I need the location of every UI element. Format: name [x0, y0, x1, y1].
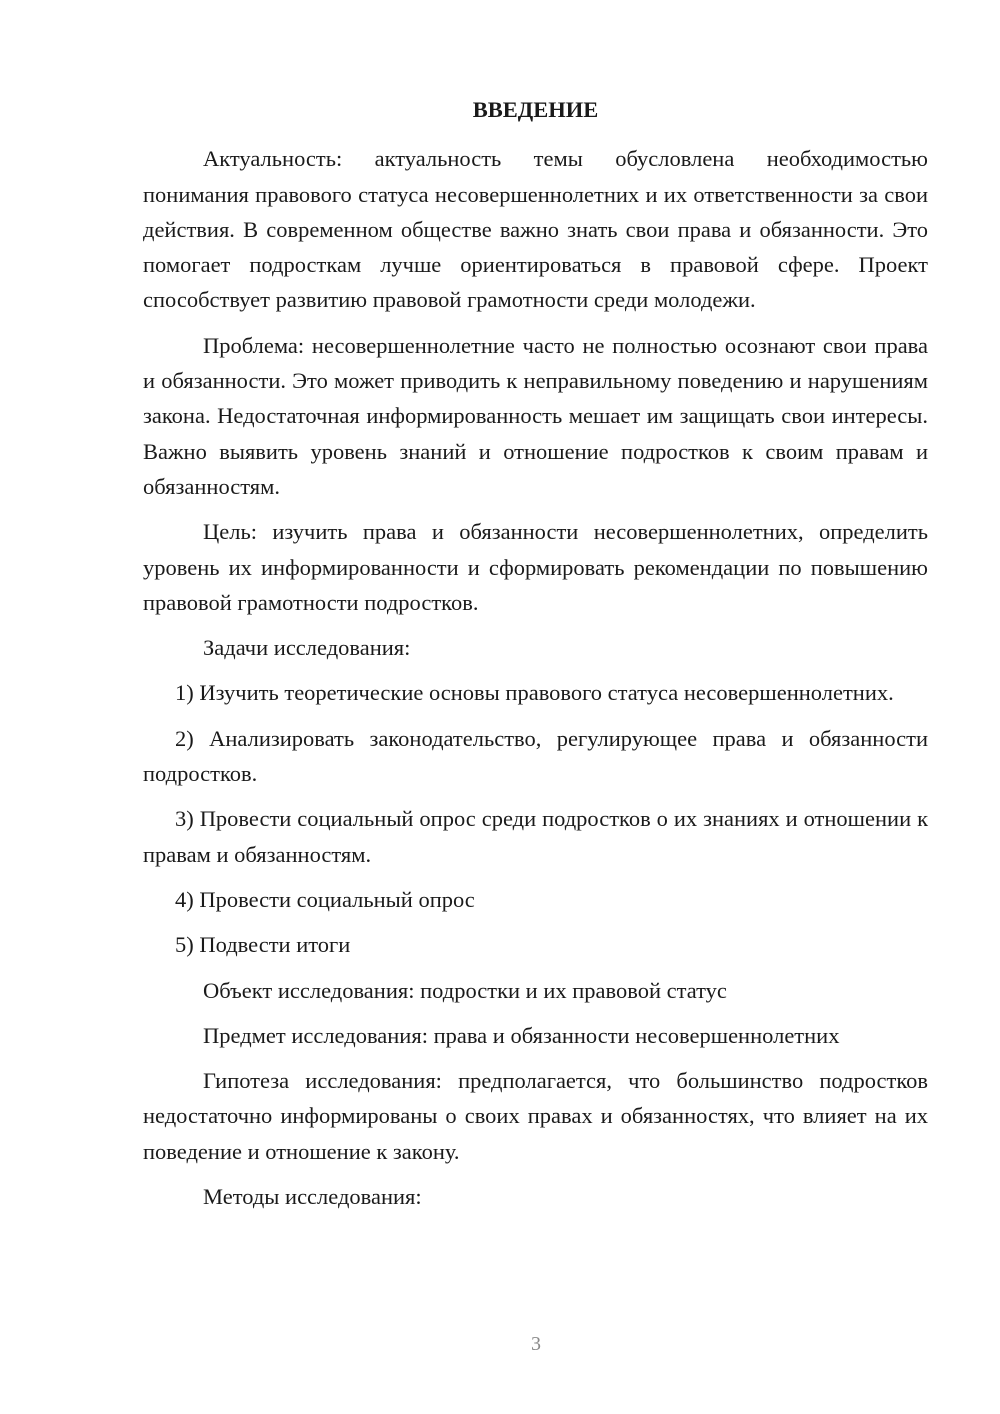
relevance-paragraph: Актуальность: актуальность темы обусловлена необходимостью понимания правового статуса несовершеннолетних и их ответственности за свои действия. В современном обществе важно знать свои права и обязанности. Это помогает подросткам лучше ориентироваться в правовой сфере. Проект способствует развитию правовой грамотности среди молодежи. [143, 146, 928, 313]
object-paragraph: Объект исследования: подростки и их правовой статус [203, 977, 727, 1003]
section-title: ВВЕДЕНИЕ [472, 97, 599, 122]
document-body [143, 92, 928, 1224]
goal-paragraph: Цель: изучить права и обязанности несовершеннолетних, определить уровень их информированности и сформировать рекомендации по повышению правовой грамотности подростков. [143, 519, 928, 615]
hypothesis-paragraph: Гипотеза исследования: предполагается, что большинство подростков недостаточно информированы о своих правах и обязанностях, что влияет на их поведение и отношение к закону. [143, 1068, 928, 1164]
task-item-3: 3) Провести социальный опрос среди подростков о их знаниях и отношении к правам и обязанностям. [143, 806, 928, 867]
tasks-heading: Задачи исследования: [203, 635, 411, 661]
task-item-4: 4) Провести социальный опрос [175, 886, 475, 912]
task-item-5: 5) Подвести итоги [175, 932, 351, 958]
page-number [72, 1333, 1000, 1356]
subject-paragraph: Предмет исследования: права и обязанности несовершеннолетних [203, 1022, 840, 1048]
methods-paragraph: Методы исследования: [203, 1184, 422, 1210]
task-item-2: 2) Анализировать законодательство, регулирующее права и обязанности подростков. [143, 725, 928, 787]
page-number-text: 3 [531, 1333, 541, 1355]
task-item-1: 1) Изучить теоретические основы правового статуса несовершеннолетних. [175, 680, 894, 706]
problem-paragraph: Проблема: несовершеннолетние часто не полностью осознают свои права и обязанности. Это может приводить к неправильному поведению и нарушениям закона. Недостаточная информированность мешает им защищать свои интересы. Важно выявить уровень знаний и отношение подростков к своим правам и обязанностям. [143, 332, 928, 499]
